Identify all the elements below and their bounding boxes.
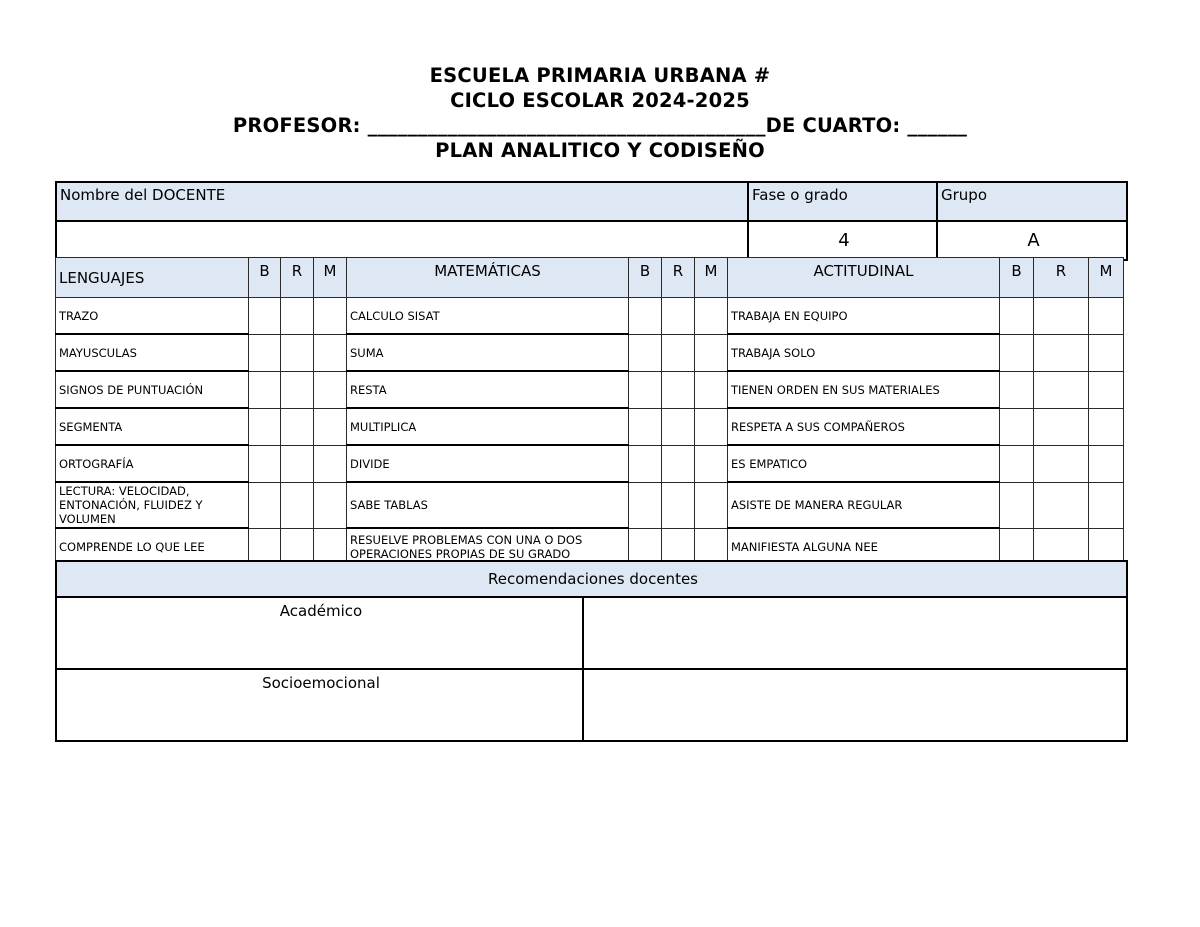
document-header [0,63,1200,163]
rating-cell[interactable] [314,371,347,408]
lenguajes-item: ORTOGRAFÍA [56,445,249,482]
matematicas-m-header: M [695,258,728,298]
rating-cell[interactable] [281,334,314,371]
rating-cell[interactable] [314,445,347,482]
teacher-info-table [55,181,1128,261]
actitudinal-item: TIENEN ORDEN EN SUS MATERIALES [728,371,1000,408]
matematicas-item: DIVIDE [347,445,629,482]
rating-cell[interactable] [1000,445,1034,482]
rating-cell[interactable] [662,482,695,528]
rating-cell[interactable] [1034,371,1089,408]
lenguajes-item: LECTURA: VELOCIDAD, ENTONACIÓN, FLUIDEZ Y VOLUMEN [56,482,249,528]
matematicas-header: MATEMÁTICAS [347,258,629,298]
rating-cell[interactable] [1034,334,1089,371]
docente-label: Nombre del DOCENTE [56,182,748,221]
rating-cell[interactable] [314,408,347,445]
rating-cell[interactable] [281,408,314,445]
rating-cell[interactable] [1089,445,1124,482]
table-row [56,408,1124,445]
grupo-label: Grupo [937,182,1127,221]
rating-cell[interactable] [281,482,314,528]
rating-cell[interactable] [695,445,728,482]
actitudinal-item: ASISTE DE MANERA REGULAR [728,482,1000,528]
rating-cell[interactable] [662,408,695,445]
lenguajes-item: SEGMENTA [56,408,249,445]
rating-cell[interactable] [249,482,281,528]
lenguajes-item: MAYUSCULAS [56,334,249,371]
lenguajes-m-header: M [314,258,347,298]
recommendations-title: Recomendaciones docentes [56,561,1127,597]
actitudinal-item: TRABAJA EN EQUIPO [728,298,1000,335]
rating-cell[interactable] [662,371,695,408]
school-cycle: CICLO ESCOLAR 2024-2025 [450,89,750,112]
rating-cell[interactable] [1000,482,1034,528]
lenguajes-item: SIGNOS DE PUNTUACIÓN [56,371,249,408]
rating-cell[interactable] [629,298,662,335]
rating-cell[interactable] [695,482,728,528]
actitudinal-m-header: M [1089,258,1124,298]
rating-cell[interactable] [1034,408,1089,445]
rating-cell[interactable] [1000,371,1034,408]
rating-cell[interactable] [695,371,728,408]
rating-cell[interactable] [695,334,728,371]
socioemocional-label: Socioemocional [56,669,583,741]
rating-cell[interactable] [314,482,347,528]
recommendations-table [55,560,1128,742]
matematicas-item: RESUELVE PROBLEMAS CON UNA O DOS OPERACIONES PROPIAS DE SU GRADO [347,528,629,565]
rating-cell[interactable] [1089,371,1124,408]
rating-cell[interactable] [1000,334,1034,371]
actitudinal-item: RESPETA A SUS COMPAÑEROS [728,408,1000,445]
matematicas-r-header: R [662,258,695,298]
matematicas-item: SUMA [347,334,629,371]
rating-cell[interactable] [629,482,662,528]
table-row [56,298,1124,335]
matematicas-item: SABE TABLAS [347,482,629,528]
rating-cell[interactable] [629,408,662,445]
actitudinal-r-header: R [1034,258,1089,298]
socioemocional-field[interactable] [583,669,1127,741]
actitudinal-b-header: B [1000,258,1034,298]
rating-cell[interactable] [1034,445,1089,482]
rating-cell[interactable] [281,445,314,482]
rating-cell[interactable] [314,298,347,335]
rating-cell[interactable] [249,334,281,371]
evaluation-grid [55,257,1124,566]
rating-cell[interactable] [281,371,314,408]
actitudinal-header: ACTITUDINAL [728,258,1000,298]
matematicas-item: MULTIPLICA [347,408,629,445]
rating-cell[interactable] [662,298,695,335]
fase-label: Fase o grado [748,182,937,221]
table-row [56,334,1124,371]
lenguajes-header: LENGUAJES [56,258,249,298]
lenguajes-item: TRAZO [56,298,249,335]
grupo-value[interactable]: A [937,221,1127,260]
rating-cell[interactable] [249,445,281,482]
table-row [56,371,1124,408]
rating-cell[interactable] [662,445,695,482]
rating-cell[interactable] [249,298,281,335]
docente-value[interactable] [56,221,748,260]
rating-cell[interactable] [249,371,281,408]
rating-cell[interactable] [1089,482,1124,528]
rating-cell[interactable] [695,298,728,335]
rating-cell[interactable] [695,408,728,445]
rating-cell[interactable] [629,371,662,408]
lenguajes-b-header: B [249,258,281,298]
actitudinal-item: ES EMPATICO [728,445,1000,482]
academico-label: Académico [56,597,583,669]
rating-cell[interactable] [629,445,662,482]
rating-cell[interactable] [1000,298,1034,335]
grid-header-row [56,258,1124,298]
lenguajes-r-header: R [281,258,314,298]
fase-value[interactable]: 4 [748,221,937,260]
rating-cell[interactable] [1034,298,1089,335]
academico-field[interactable] [583,597,1127,669]
rating-cell[interactable] [662,334,695,371]
actitudinal-item: TRABAJA SOLO [728,334,1000,371]
teacher-line: PROFESOR: ________________________________________DE CUARTO: ______ [232,114,968,137]
table-row [56,482,1124,528]
rating-cell[interactable] [1089,334,1124,371]
rating-cell[interactable] [1000,408,1034,445]
rating-cell[interactable] [629,334,662,371]
plan-title: PLAN ANALITICO Y CODISEÑO [435,139,765,162]
lenguajes-item: COMPRENDE LO QUE LEE [56,528,249,565]
school-name: ESCUELA PRIMARIA URBANA # [429,64,771,87]
matematicas-b-header: B [629,258,662,298]
rating-cell[interactable] [281,298,314,335]
actitudinal-item: MANIFIESTA ALGUNA NEE [728,528,1000,565]
rating-cell[interactable] [1034,482,1089,528]
rating-cell[interactable] [314,334,347,371]
matematicas-item: CALCULO SISAT [347,298,629,335]
rating-cell[interactable] [1089,408,1124,445]
table-row [56,445,1124,482]
matematicas-item: RESTA [347,371,629,408]
rating-cell[interactable] [1089,298,1124,335]
rating-cell[interactable] [249,408,281,445]
